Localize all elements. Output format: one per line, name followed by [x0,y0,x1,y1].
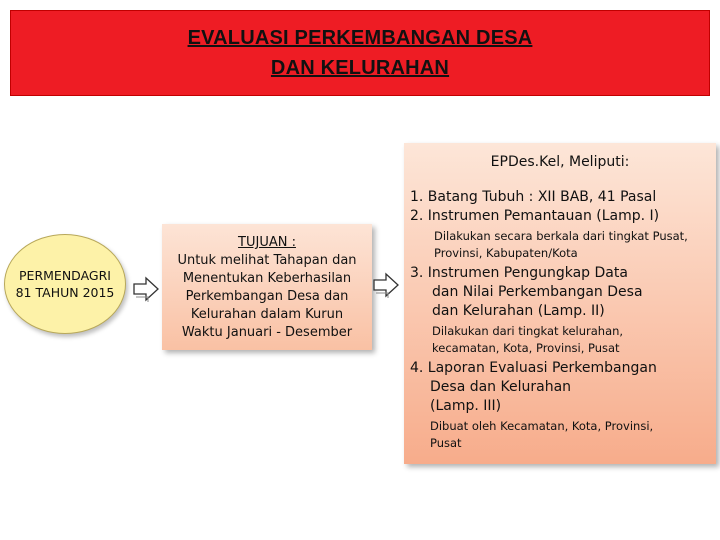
right-arrow-icon [372,271,400,299]
title-line-1: EVALUASI PERKEMBANGAN DESA [187,27,533,49]
title-banner [10,10,710,96]
scope-item-4: (Lamp. III) [430,398,502,414]
scope-item-3-note: kecamatan, Kota, Provinsi, Pusat [432,341,620,355]
source-line-2: 81 TAHUN 2015 [15,285,115,300]
source-ellipse [4,234,126,334]
scope-item-3: 3. Instrumen Pengungkap Data [410,265,628,281]
scope-item-1: 1. Batang Tubuh : XII BAB, 41 Pasal [410,189,657,205]
scope-item-4: 4. Laporan Evaluasi Perkembangan [410,360,657,376]
scope-box [404,143,716,464]
purpose-line: Untuk melihat Tahapan dan [177,253,357,268]
scope-item-4: Desa dan Kelurahan [430,379,572,395]
scope-item-4-note: Pusat [430,436,462,450]
purpose-line: Menentukan Keberhasilan [182,271,352,286]
purpose-line: Perkembangan Desa dan [185,289,349,304]
scope-item-3: dan Nilai Perkembangan Desa [432,284,643,300]
title-line-2: DAN KELURAHAN [270,57,450,79]
purpose-line: Waktu Januari - Desember [181,325,353,340]
scope-item-4-note: Dibuat oleh Kecamatan, Kota, Provinsi, [430,419,654,433]
purpose-box [162,224,372,350]
purpose-line: Kelurahan dalam Kurun [190,307,344,322]
scope-item-3-note: Dilakukan dari tingkat kelurahan, [432,324,624,338]
purpose-heading: TUJUAN : [238,235,296,250]
right-arrow-icon [132,275,160,303]
scope-item-2: 2. Instrumen Pemantauan (Lamp. I) [410,208,660,224]
scope-list [410,188,716,452]
scope-item-2-note: Provinsi, Kabupaten/Kota [434,246,578,260]
scope-item-3: dan Kelurahan (Lamp. II) [432,303,605,319]
scope-item-2-note: Dilakukan secara berkala dari tingkat Pusat, [434,229,688,243]
scope-heading: EPDes.Kel, Meliputi: [490,154,630,170]
source-line-1: PERMENDAGRI [19,268,111,283]
